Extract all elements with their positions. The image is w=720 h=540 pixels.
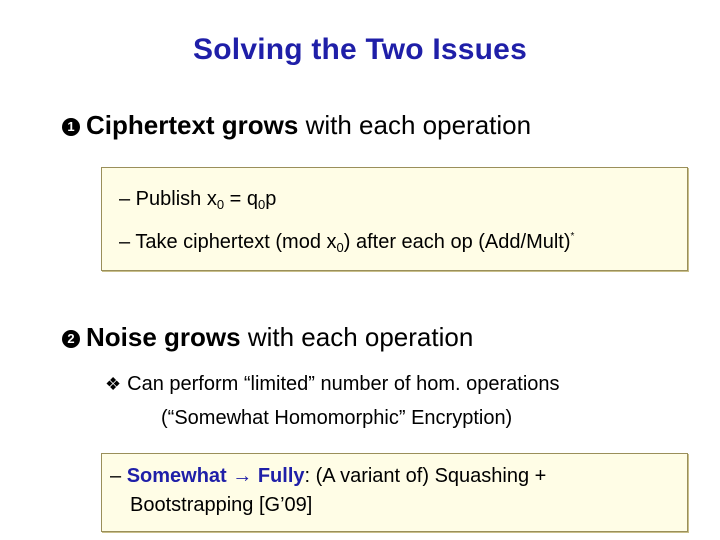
bullet-somewhat-homomorphic: (“Somewhat Homomorphic” Encryption) bbox=[161, 407, 513, 429]
take-ciphertext-line: – Take ciphertext (mod $x_0$) after each op (Add/Mult)* bbox=[119, 231, 575, 255]
issue-1-heading bbox=[62, 110, 531, 141]
bootstrapping-line: Bootstrapping [G’09] bbox=[130, 494, 313, 516]
issue-1-box bbox=[101, 167, 688, 271]
issue-2-box bbox=[101, 453, 688, 532]
page-title: Solving the Two Issues bbox=[193, 33, 527, 66]
issue-2-bold: Noise grows bbox=[86, 322, 241, 352]
number-1-icon: 1 bbox=[62, 118, 80, 136]
issue-2-rest: with each operation bbox=[240, 322, 474, 352]
number-2-icon: 2 bbox=[62, 330, 80, 348]
issue-2-heading bbox=[62, 322, 473, 353]
publish-line: – Publish $x_0 = q_0p$ bbox=[119, 188, 277, 212]
issue-1-bold: Ciphertext grows bbox=[86, 110, 299, 140]
bullet-limited: ❖ Can perform “limited” number of hom. operations bbox=[105, 373, 560, 395]
somewhat-to-fully-line: – Somewhat → Fully: (A variant of) Squashing + bbox=[110, 465, 547, 487]
diamond-bullet-icon: ❖ bbox=[105, 374, 122, 394]
issue-1-rest: with each operation bbox=[298, 110, 532, 140]
